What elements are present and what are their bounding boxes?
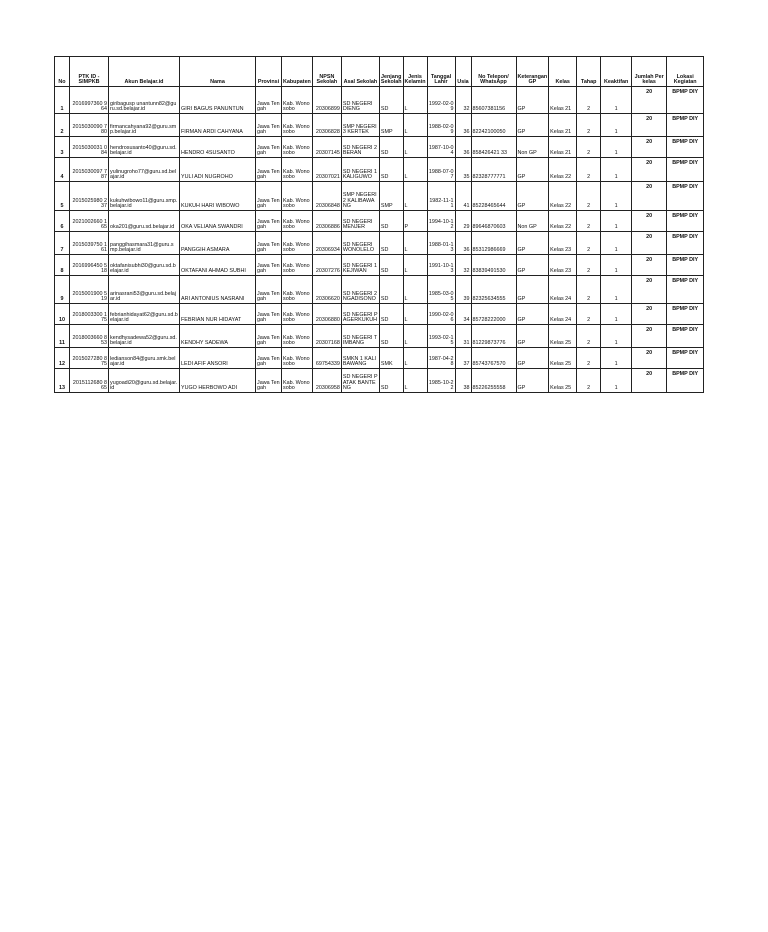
location-cell: BPMP DIY (667, 325, 704, 348)
regency-cell: Kab. Wonosobo (282, 182, 313, 211)
age-cell: 32 (455, 255, 471, 276)
account-email-cell: yugoadi20@guru.sd.belajar.id (109, 369, 180, 393)
gender-cell: L (403, 369, 427, 393)
header-cell: Keterangan GP (516, 57, 549, 87)
account-email-cell: kukuhwibowo11@guru.smp.belajar.id (109, 182, 180, 211)
school-level-cell: SD (379, 255, 403, 276)
header-cell: Tahap (577, 57, 601, 87)
gp-status-cell: Non GP (516, 211, 549, 232)
table-body (55, 87, 704, 393)
gender-cell: L (403, 304, 427, 325)
birth-date-cell: 1985-03-05 (427, 276, 455, 304)
gender-cell: L (403, 158, 427, 182)
regency-cell: Kab. Wonosobo (282, 232, 313, 255)
header-cell: Provinsi (256, 57, 282, 87)
row-number-cell: 2 (55, 114, 70, 137)
account-email-cell: arinasrani53@guru.sd.belajar.id (109, 276, 180, 304)
school-name-cell: SMP NEGERI 2 KALIBAWANG (341, 182, 379, 211)
school-name-cell: SD NEGERI PATAK BANTENG (341, 369, 379, 393)
school-name-cell: SD NEGERI 1 KALIGUWO (341, 158, 379, 182)
class-cell: Kelas 23 (549, 255, 577, 276)
stage-cell: 2 (577, 211, 601, 232)
age-cell: 31 (455, 325, 471, 348)
school-name-cell: SD NEGERI 2 NGADISONO (341, 276, 379, 304)
gender-cell: L (403, 137, 427, 158)
province-cell: Jawa Tengah (256, 158, 282, 182)
age-cell: 29 (455, 211, 471, 232)
class-count-cell: 20 (632, 255, 667, 276)
phone-cell: 858426421 33 (471, 137, 516, 158)
age-cell: 32 (455, 87, 471, 114)
class-cell: Kelas 22 (549, 182, 577, 211)
class-count-cell: 20 (632, 348, 667, 369)
participant-name-cell: OKA VELIANA SWANDRI (180, 211, 256, 232)
age-cell: 35 (455, 158, 471, 182)
stage-cell: 2 (577, 158, 601, 182)
participant-name-cell: PANGGIH ASMARA (180, 232, 256, 255)
gp-status-cell: GP (516, 87, 549, 114)
npsn-cell: 20307168 (312, 325, 341, 348)
class-count-cell: 20 (632, 87, 667, 114)
regency-cell: Kab. Wonosobo (282, 276, 313, 304)
school-name-cell: SD NEGERI DIENG (341, 87, 379, 114)
stage-cell: 2 (577, 232, 601, 255)
phone-cell: 85743767570 (471, 348, 516, 369)
account-email-cell: giribagusp unantunn82@guru.sd.belajar.id (109, 87, 180, 114)
header-cell: Keaktifan (601, 57, 632, 87)
birth-date-cell: 1990-02-06 (427, 304, 455, 325)
header-cell: Kabupaten (282, 57, 313, 87)
school-level-cell: SMK (379, 348, 403, 369)
gender-cell: L (403, 87, 427, 114)
activity-cell: 1 (601, 114, 632, 137)
regency-cell: Kab. Wonosobo (282, 158, 313, 182)
birth-date-cell: 1982-11-11 (427, 182, 455, 211)
school-level-cell: SD (379, 325, 403, 348)
activity-cell: 1 (601, 232, 632, 255)
class-count-cell: 20 (632, 325, 667, 348)
participant-name-cell: HENDRO 4SUSANTO (180, 137, 256, 158)
account-email-cell: kendhysadewa52@guru.sd.belajar.id (109, 325, 180, 348)
row-number-cell: 7 (55, 232, 70, 255)
participant-name-cell: YULI ADI NUGROHO (180, 158, 256, 182)
birth-date-cell: 1988-02-09 (427, 114, 455, 137)
location-cell: BPMP DIY (667, 137, 704, 158)
class-count-cell: 20 (632, 304, 667, 325)
class-cell: Kelas 22 (549, 158, 577, 182)
phone-cell: 83839491530 (471, 255, 516, 276)
age-cell: 39 (455, 276, 471, 304)
province-cell: Jawa Tengah (256, 325, 282, 348)
class-count-cell: 20 (632, 276, 667, 304)
birth-date-cell: 1988-07-07 (427, 158, 455, 182)
age-cell: 41 (455, 182, 471, 211)
birth-date-cell: 1992-02-09 (427, 87, 455, 114)
table-row (55, 232, 704, 255)
table-row (55, 137, 704, 158)
birth-date-cell: 1985-10-22 (427, 369, 455, 393)
phone-cell: 89646870603 (471, 211, 516, 232)
header-cell: Usia (455, 57, 471, 87)
ptk-id-cell: 2016997360 964 (70, 87, 109, 114)
activity-cell: 1 (601, 255, 632, 276)
age-cell: 36 (455, 137, 471, 158)
account-email-cell: firmancahyana92@guru.smp.belajar.id (109, 114, 180, 137)
row-number-cell: 9 (55, 276, 70, 304)
school-name-cell: SD NEGERI 1 KEJIWAN (341, 255, 379, 276)
row-number-cell: 13 (55, 369, 70, 393)
ptk-id-cell: 2018003300 175 (70, 304, 109, 325)
class-cell: Kelas 24 (549, 304, 577, 325)
ptk-id-cell: 2015001900 519 (70, 276, 109, 304)
header-cell: Jumlah Per kelas (632, 57, 667, 87)
stage-cell: 2 (577, 325, 601, 348)
phone-cell: 85728222000 (471, 304, 516, 325)
age-cell: 36 (455, 114, 471, 137)
class-count-cell: 20 (632, 232, 667, 255)
gender-cell: P (403, 211, 427, 232)
header-cell: Asal Sekolah (341, 57, 379, 87)
regency-cell: Kab. Wonosobo (282, 114, 313, 137)
regency-cell: Kab. Wonosobo (282, 348, 313, 369)
province-cell: Jawa Tengah (256, 137, 282, 158)
class-cell: Kelas 25 (549, 369, 577, 393)
npsn-cell: 20306958 (312, 369, 341, 393)
location-cell: BPMP DIY (667, 211, 704, 232)
school-name-cell: SD NEGERI TIMBANG (341, 325, 379, 348)
gp-status-cell: GP (516, 114, 549, 137)
participant-name-cell: KENDHY SADEWA (180, 325, 256, 348)
npsn-cell: 69754339 (312, 348, 341, 369)
regency-cell: Kab. Wonosobo (282, 137, 313, 158)
province-cell: Jawa Tengah (256, 255, 282, 276)
stage-cell: 2 (577, 348, 601, 369)
phone-cell: 82328777771 (471, 158, 516, 182)
participant-name-cell: GIRI BAGUS PANUNTUN (180, 87, 256, 114)
npsn-cell: 20307276 (312, 255, 341, 276)
class-count-cell: 20 (632, 137, 667, 158)
stage-cell: 2 (577, 304, 601, 325)
class-count-cell: 20 (632, 369, 667, 393)
ptk-id-cell: 2015039750 161 (70, 232, 109, 255)
account-email-cell: panggihasmara31@guru.smp.belajar.id (109, 232, 180, 255)
header-cell: Lokasi Kegiatan (667, 57, 704, 87)
phone-cell: 82242100050 (471, 114, 516, 137)
gp-status-cell: GP (516, 369, 549, 393)
gp-status-cell: Non GP (516, 137, 549, 158)
ptk-id-cell: 2015030031 084 (70, 137, 109, 158)
regency-cell: Kab. Wonosobo (282, 304, 313, 325)
activity-cell: 1 (601, 182, 632, 211)
row-number-cell: 8 (55, 255, 70, 276)
table-row (55, 182, 704, 211)
gp-status-cell: GP (516, 276, 549, 304)
location-cell: BPMP DIY (667, 255, 704, 276)
stage-cell: 2 (577, 369, 601, 393)
school-name-cell: SD NEGERI MENJER (341, 211, 379, 232)
gender-cell: L (403, 232, 427, 255)
province-cell: Jawa Tengah (256, 87, 282, 114)
stage-cell: 2 (577, 276, 601, 304)
province-cell: Jawa Tengah (256, 182, 282, 211)
account-email-cell: ledianson84@guru.smk.belajar.id (109, 348, 180, 369)
regency-cell: Kab. Wonosobo (282, 87, 313, 114)
regency-cell: Kab. Wonosobo (282, 255, 313, 276)
activity-cell: 1 (601, 137, 632, 158)
location-cell: BPMP DIY (667, 369, 704, 393)
class-cell: Kelas 25 (549, 325, 577, 348)
phone-cell: 85312986669 (471, 232, 516, 255)
table-row (55, 369, 704, 393)
table-row (55, 276, 704, 304)
class-cell: Kelas 21 (549, 114, 577, 137)
table-row (55, 325, 704, 348)
row-number-cell: 12 (55, 348, 70, 369)
birth-date-cell: 1987-10-04 (427, 137, 455, 158)
npsn-cell: 20306880 (312, 304, 341, 325)
header-cell: Tanggal Lahir (427, 57, 455, 87)
npsn-cell: 20306934 (312, 232, 341, 255)
age-cell: 37 (455, 348, 471, 369)
header-cell: No (55, 57, 70, 87)
class-cell: Kelas 21 (549, 87, 577, 114)
participant-name-cell: FIRMAN ARDI CAHYANA (180, 114, 256, 137)
age-cell: 34 (455, 304, 471, 325)
stage-cell: 2 (577, 137, 601, 158)
school-level-cell: SD (379, 137, 403, 158)
header-cell: Jenis Kelamin (403, 57, 427, 87)
school-level-cell: SD (379, 232, 403, 255)
age-cell: 36 (455, 232, 471, 255)
gp-status-cell: GP (516, 232, 549, 255)
participant-name-cell: YUGO HERBOWO ADI (180, 369, 256, 393)
birth-date-cell: 1987-04-28 (427, 348, 455, 369)
row-number-cell: 6 (55, 211, 70, 232)
province-cell: Jawa Tengah (256, 369, 282, 393)
birth-date-cell: 1988-01-13 (427, 232, 455, 255)
activity-cell: 1 (601, 276, 632, 304)
header-cell: Nama (180, 57, 256, 87)
stage-cell: 2 (577, 255, 601, 276)
age-cell: 38 (455, 369, 471, 393)
header-cell: PTK ID - SIMPKB (70, 57, 109, 87)
npsn-cell: 20306848 (312, 182, 341, 211)
location-cell: BPMP DIY (667, 158, 704, 182)
participant-name-cell: FEBRIAN NUR HIDAYAT (180, 304, 256, 325)
phone-cell: 85226255558 (471, 369, 516, 393)
activity-cell: 1 (601, 369, 632, 393)
npsn-cell: 20306620 (312, 276, 341, 304)
activity-cell: 1 (601, 348, 632, 369)
gp-status-cell: GP (516, 158, 549, 182)
ptk-id-cell: 2015027280 875 (70, 348, 109, 369)
stage-cell: 2 (577, 182, 601, 211)
table-row (55, 348, 704, 369)
location-cell: BPMP DIY (667, 87, 704, 114)
activity-cell: 1 (601, 158, 632, 182)
phone-cell: 82325634555 (471, 276, 516, 304)
account-email-cell: yulinugroho77@guru.sd.belajar.id (109, 158, 180, 182)
npsn-cell: 20307145 (312, 137, 341, 158)
header-row (55, 57, 704, 87)
row-number-cell: 11 (55, 325, 70, 348)
participant-name-cell: ARI ANTONIUS NASRANI (180, 276, 256, 304)
gender-cell: L (403, 114, 427, 137)
class-count-cell: 20 (632, 158, 667, 182)
activity-cell: 1 (601, 304, 632, 325)
table-row (55, 255, 704, 276)
class-count-cell: 20 (632, 182, 667, 211)
class-cell: Kelas 25 (549, 348, 577, 369)
school-level-cell: SD (379, 158, 403, 182)
row-number-cell: 1 (55, 87, 70, 114)
province-cell: Jawa Tengah (256, 211, 282, 232)
ptk-id-cell: 2016996450 518 (70, 255, 109, 276)
table-row (55, 304, 704, 325)
table-row (55, 158, 704, 182)
npsn-cell: 20306886 (312, 211, 341, 232)
school-name-cell: SD NEGERI 2 BERAN (341, 137, 379, 158)
province-cell: Jawa Tengah (256, 276, 282, 304)
regency-cell: Kab. Wonosobo (282, 325, 313, 348)
npsn-cell: 20306899 (312, 87, 341, 114)
row-number-cell: 4 (55, 158, 70, 182)
gp-status-cell: GP (516, 348, 549, 369)
gp-status-cell: GP (516, 304, 549, 325)
school-level-cell: SD (379, 304, 403, 325)
location-cell: BPMP DIY (667, 114, 704, 137)
gp-status-cell: GP (516, 325, 549, 348)
regency-cell: Kab. Wonosobo (282, 211, 313, 232)
participant-table (54, 56, 704, 393)
school-name-cell: SD NEGERI PAGERKUKUH (341, 304, 379, 325)
school-name-cell: SD NEGERI WONOLELO (341, 232, 379, 255)
birth-date-cell: 1994-10-12 (427, 211, 455, 232)
table-row (55, 114, 704, 137)
table-row (55, 211, 704, 232)
class-cell: Kelas 24 (549, 276, 577, 304)
participant-name-cell: OKTAFANI AHMAD SUBHI (180, 255, 256, 276)
phone-cell: 85228465644 (471, 182, 516, 211)
location-cell: BPMP DIY (667, 232, 704, 255)
school-level-cell: SD (379, 87, 403, 114)
province-cell: Jawa Tengah (256, 232, 282, 255)
location-cell: BPMP DIY (667, 348, 704, 369)
npsn-cell: 20306828 (312, 114, 341, 137)
class-count-cell: 20 (632, 211, 667, 232)
phone-cell: 85607381156 (471, 87, 516, 114)
location-cell: BPMP DIY (667, 182, 704, 211)
school-level-cell: SMP (379, 114, 403, 137)
gender-cell: L (403, 255, 427, 276)
participant-name-cell: LEDI AFIF ANSORI (180, 348, 256, 369)
school-level-cell: SMP (379, 182, 403, 211)
stage-cell: 2 (577, 87, 601, 114)
location-cell: BPMP DIY (667, 276, 704, 304)
school-name-cell: SMKN 1 KALIBAWANG (341, 348, 379, 369)
school-level-cell: SD (379, 369, 403, 393)
npsn-cell: 20307021 (312, 158, 341, 182)
class-cell: Kelas 22 (549, 211, 577, 232)
regency-cell: Kab. Wonosobo (282, 369, 313, 393)
school-name-cell: SMP NEGERI 3 KERTEK (341, 114, 379, 137)
row-number-cell: 5 (55, 182, 70, 211)
ptk-id-cell: 2015025980 237 (70, 182, 109, 211)
stage-cell: 2 (577, 114, 601, 137)
ptk-id-cell: 2021002660 165 (70, 211, 109, 232)
province-cell: Jawa Tengah (256, 348, 282, 369)
location-cell: BPMP DIY (667, 304, 704, 325)
activity-cell: 1 (601, 325, 632, 348)
ptk-id-cell: 2018003660 853 (70, 325, 109, 348)
birth-date-cell: 1993-02-15 (427, 325, 455, 348)
ptk-id-cell: 2015030090 780 (70, 114, 109, 137)
header-cell: No Telepon/ WhatsApp (471, 57, 516, 87)
birth-date-cell: 1991-10-13 (427, 255, 455, 276)
gender-cell: L (403, 325, 427, 348)
account-email-cell: hendrosusanto40@guru.sd.belajar.id (109, 137, 180, 158)
activity-cell: 1 (601, 211, 632, 232)
phone-cell: 81229873776 (471, 325, 516, 348)
account-email-cell: oktafanisubhi30@guru.sd.belajar.id (109, 255, 180, 276)
header-cell: NPSN Sekolah (312, 57, 341, 87)
account-email-cell: oka201@guru.sd.belajar.id (109, 211, 180, 232)
header-cell: Jenjang Sekolah (379, 57, 403, 87)
gender-cell: L (403, 182, 427, 211)
header-cell: Kelas (549, 57, 577, 87)
gender-cell: L (403, 348, 427, 369)
class-cell: Kelas 21 (549, 137, 577, 158)
account-email-cell: febrianhidayat62@guru.sd.belajar.id (109, 304, 180, 325)
gp-status-cell: GP (516, 182, 549, 211)
class-cell: Kelas 23 (549, 232, 577, 255)
table-row (55, 87, 704, 114)
ptk-id-cell: 2015030097 787 (70, 158, 109, 182)
gender-cell: L (403, 276, 427, 304)
province-cell: Jawa Tengah (256, 304, 282, 325)
header-cell: Akun Belajar.id (109, 57, 180, 87)
school-level-cell: SD (379, 276, 403, 304)
ptk-id-cell: 2015112680 865 (70, 369, 109, 393)
row-number-cell: 3 (55, 137, 70, 158)
activity-cell: 1 (601, 87, 632, 114)
row-number-cell: 10 (55, 304, 70, 325)
school-level-cell: SD (379, 211, 403, 232)
participant-name-cell: KUKUH HARI WIBOWO (180, 182, 256, 211)
class-count-cell: 20 (632, 114, 667, 137)
province-cell: Jawa Tengah (256, 114, 282, 137)
gp-status-cell: GP (516, 255, 549, 276)
